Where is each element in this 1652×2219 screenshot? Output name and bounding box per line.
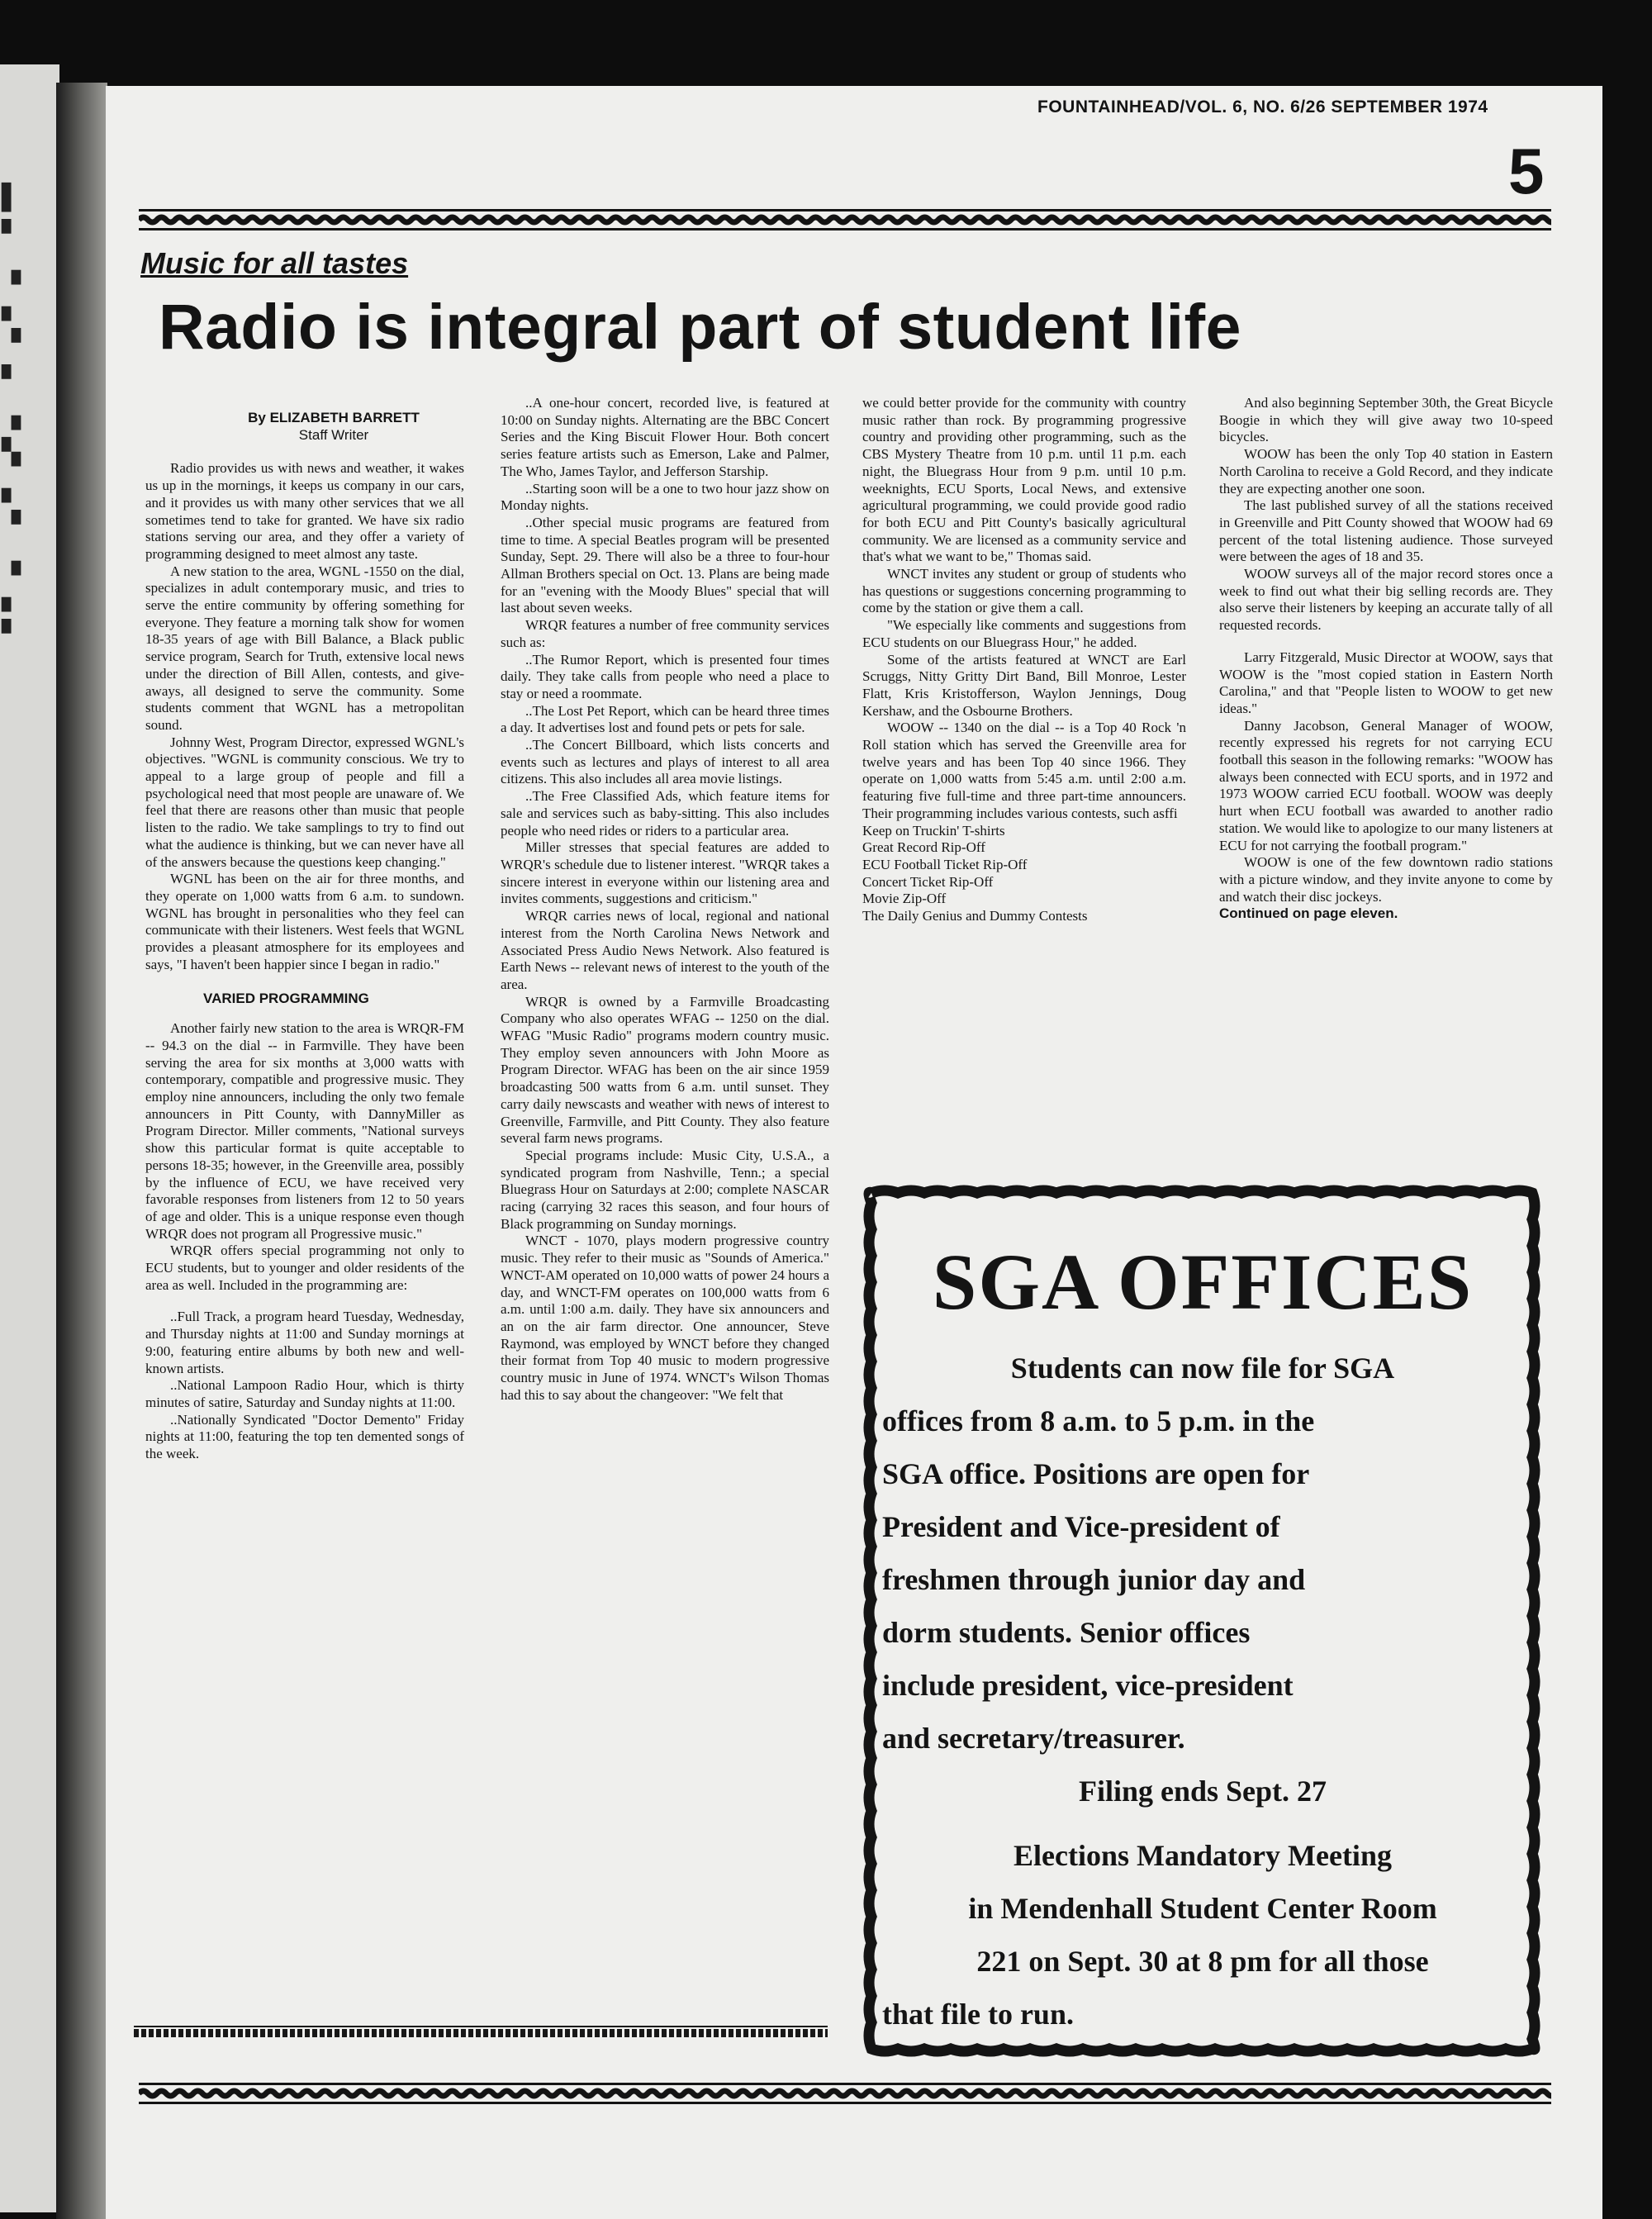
- paragraph: WOOW has been the only Top 40 station in Eastern North Carolina to receive a Gold Record, and they indicate they are expecting another one soon.: [1219, 446, 1553, 497]
- paragraph: ..Other special music programs are featured from time to time. A special Beatles program will be presented Sunday, Sept. 29. There will also be a three to four-hour Allman Brothers special on Oct. 13. Plans are being made for an "evening with the Moody Blues" special that will last about seven weeks.: [501, 514, 829, 616]
- paragraph: Another fairly new station to the area is WRQR-FM -- 94.3 on the dial -- in Farmville. They have been serving the area for six months at 3,000 watts with contemporary, compatible and progressive music. They employ nine announcers, including the only two female announcers in Pitt County, with DannyMiller as Program Director. Miller comments, "National surveys show this particular format is quite acceptable to persons 18-35; however, in the Greenville area, possibly by the influence of ECU, we have received very favorable responses from listeners from 12 to 50 years of age and older. This is a unique response even though WRQR does not program all Progressive music.": [145, 1020, 464, 1242]
- binding-gutter: [56, 83, 107, 2219]
- ad-line: and secretary/treasurer.: [882, 1722, 1185, 1755]
- paragraph: ..The Concert Billboard, which lists concerts and events such as lectures and plays of interest to all area citizens. This also includes all area movie listings.: [501, 737, 829, 787]
- ad-line: in Mendenhall Student Center Room: [968, 1892, 1437, 1925]
- paragraph: WNCT - 1070, plays modern progressive country music. They refer to their music as "Sounds of America." WNCT-AM operated on 10,000 watts of power 24 hours a day, and WNCT-FM operates on 100,000 watts from 6 a.m. until 1:00 a.m. daily. They have six announcers and an on the air farm director. One announcer, Steve Raymond, was employed by WNCT before they changed their format from Top 40 music to modern progressive country music in June of 1974. WNCT's Wilson Thomas had this to say about the changeover: "We felt that: [501, 1233, 829, 1403]
- headline: Radio is integral part of student life: [159, 292, 1242, 363]
- paragraph: Special programs include: Music City, U.S.A., a syndicated program from Nashville, Tenn.; a special Bluegrass Hour on Saturdays at 2:00; complete NASCAR racing (carrying 32 races this season, and four hours of Black programming on Sunday mornings.: [501, 1147, 829, 1232]
- article-column-3: [862, 395, 1186, 925]
- byline: By ELIZABETH BARRETT: [248, 410, 420, 425]
- running-head: FOUNTAINHEAD/VOL. 6, NO. 6/26 SEPTEMBER 1974: [1037, 97, 1488, 116]
- list-item: Great Record Rip-Off: [862, 839, 985, 856]
- ad-line: Students can now file for SGA: [1010, 1352, 1395, 1385]
- ad-line: freshmen through junior day and: [882, 1563, 1306, 1596]
- paragraph: And also beginning September 30th, the Great Bicycle Boogie in which they will give away two 10-speed bicycles.: [1219, 395, 1553, 445]
- list-item: Movie Zip-Off: [862, 891, 947, 907]
- paragraph: "We especially like comments and suggestions from ECU students on our Bluegrass Hour," he added.: [862, 617, 1186, 650]
- article-column-2: [501, 395, 829, 1404]
- paragraph: Miller stresses that special features are added to WRQR's schedule due to listener interest. "WRQR takes a sincere interest in everyone within our listening area and invites comments, suggestions and criticism.": [501, 839, 829, 907]
- paragraph: WOOW surveys all of the major record stores once a week to find out what their big selling records are. They also serve their listeners by keeping an accurate tally of all requested records.: [1219, 566, 1553, 634]
- paragraph: ..The Free Classified Ads, which feature items for sale and services such as baby-sitting. This also includes people who need rides or riders to a particular area.: [501, 788, 829, 839]
- byline-role: Staff Writer: [298, 426, 369, 443]
- facing-page-edge: [0, 64, 59, 2212]
- paragraph: WNCT invites any student or group of students who has questions or suggestions concerning programming to come by the station or give them a call.: [862, 566, 1186, 616]
- paragraph: Radio provides us with news and weather, it wakes us up in the mornings, it keeps us company in our cars, and it provides us with many other services that we all sometimes tend to take for granted. We have six radio stations serving our area, and they offer a variety of programming designed to meet almost any taste.: [145, 460, 464, 562]
- paragraph: ..The Lost Pet Report, which can be heard three times a day. It advertises lost and found pets or pets for sale.: [501, 702, 829, 736]
- column-separator-rule: [134, 2029, 828, 2037]
- paragraph: WOOW -- 1340 on the dial -- is a Top 40 Rock 'n Roll station which has served the Greenville area for twelve years and has been Top 40 since 1966. They operate on 1,000 watts from 5:45 a.m. until 2:00 a.m. featuring five full-time and three part-time announcers. Their programming includes various contests, such asffi: [862, 720, 1186, 821]
- paragraph: Larry Fitzgerald, Music Director at WOOW, says that WOOW is the "most copied station in Eastern North Carolina," and that "People listen to WOOW to get new ideas.": [1219, 649, 1553, 716]
- paragraph: The last published survey of all the stations received in Greenville and Pitt County showed that WOOW had 69 percent of the total listening audience. Those surveyed were between the ages of 18 and 35.: [1219, 497, 1553, 565]
- paragraph: WRQR is owned by a Farmville Broadcasting Company who also operates WFAG -- 1250 on the dial. WFAG "Music Radio" programs modern country music. They employ seven announcers with John Moore as Program Director. WFAG has been on the air since 1959 broadcasting 500 watts from 6 a.m. until sunset. They carry daily newscasts and weather with news of interest to Greenville, Farmville, and Pitt County. They also feature several farm news programs.: [501, 993, 829, 1147]
- page-number: 5: [1508, 135, 1545, 207]
- article-column-4: [1219, 395, 1553, 923]
- ad-line: dorm students. Senior offices: [882, 1616, 1251, 1649]
- section-kicker: Music for all tastes: [140, 246, 409, 280]
- subhead: VARIED PROGRAMMING: [203, 990, 369, 1006]
- ad-line: SGA office. Positions are open for: [882, 1457, 1310, 1490]
- ad-line: President and Vice-president of: [882, 1510, 1280, 1543]
- paragraph: WRQR offers special programming not only to ECU students, but to younger and older residents of the area as well. Included in the programming are:: [145, 1243, 464, 1293]
- list-item: ECU Football Ticket Rip-Off: [862, 856, 1028, 872]
- top-wave-rule: [139, 208, 1551, 231]
- ad-line: include president, vice-president: [882, 1669, 1294, 1702]
- paragraph: ..A one-hour concert, recorded live, is featured at 10:00 on Sunday nights. Alternating are the BBC Concert Series and the King Biscuit Flower Hour. Both concert series feature artists such as Emerson, Lake and Palmer, The Who, James Taylor, and Jefferson Starship.: [501, 395, 829, 479]
- paragraph: ..National Lampoon Radio Hour, which is thirty minutes of satire, Saturday and Sunday nights at 11:00.: [145, 1377, 464, 1410]
- bottom-wave-rule: [139, 2082, 1551, 2105]
- ad-line: Elections Mandatory Meeting: [1014, 1839, 1392, 1872]
- ad-line: that file to run.: [882, 1998, 1074, 2031]
- paragraph: WRQR features a number of free community services such as:: [501, 617, 829, 650]
- paragraph: ..The Rumor Report, which is presented four times daily. They take calls from people who need a place to stay or need a roommate.: [501, 651, 829, 701]
- paragraph: ..Nationally Syndicated "Doctor Demento" Friday nights at 11:00, featuring the top ten demented songs of the week.: [145, 1411, 464, 1462]
- ad-line: 221 on Sept. 30 at 8 pm for all those: [976, 1945, 1429, 1978]
- paragraph: Johnny West, Program Director, expressed WGNL's objectives. "WGNL is community conscious. We try to appeal to a large group of people and fill a psychological need that most people are unaware of. We feel that there are reasons other than music that people listen to the radio. We take samplings to try to find out what the audience is thinking, but we can never have all of the answers because the questions keep changing.": [145, 734, 464, 870]
- continued-note: Continued on page eleven.: [1219, 905, 1398, 922]
- facing-page-text-fragments: ▌▘▗▖▝▘▗▚▖▝▗▖▘: [2, 183, 21, 649]
- ad-line: offices from 8 a.m. to 5 p.m. in the: [882, 1404, 1315, 1437]
- sga-offices-ad: [882, 1201, 1523, 2041]
- paragraph: Some of the artists featured at WNCT are Earl Scruggs, Nitty Gritty Dirt Band, Bill Monroe, Lester Flatt, Kris Kristofferson, Waylon Jennings, Doug Kershaw, and the Osbourne Brothers.: [862, 651, 1186, 719]
- ad-line: Filing ends Sept. 27: [1078, 1775, 1327, 1808]
- list-item: The Daily Genius and Dummy Contests: [862, 908, 1088, 924]
- paragraph: ..Full Track, a program heard Tuesday, Wednesday, and Thursday nights at 11:00 and Sunday mornings at 9:00, featuring entire albums by both new and well-known artists.: [145, 1309, 464, 1376]
- paragraph: WRQR carries news of local, regional and national interest from the North Carolina News Network and Associated Press Audio News Network. Also featured is Earth News -- relevant news of interest to the youth of the area.: [501, 908, 829, 992]
- paragraph: we could better provide for the community with country music rather than rock. By programming progressive country and providing other programming, such as the CBS Mystery Theatre from 10 p.m. until 11 p.m. each night, the Bluegrass Hour from 9 p.m. until 10 p.m. weeknights, ECU Sports, Local News, and extensive agricultural programming, we could provide good radio for both ECU and Pitt County's basically agricultural community. We are licensed as a community service and that's what we want to be," Thomas said.: [862, 395, 1186, 565]
- paragraph: WGNL has been on the air for three months, and they operate on 1,000 watts from 6 a.m. to sundown. WGNL has brought in personalities who they feel can communicate with their listeners. West feels that WGNL provides a pleasant atmosphere for its employees and says, "I haven't been happier since I began in radio.": [145, 871, 464, 972]
- list-item: Concert Ticket Rip-Off: [862, 873, 994, 890]
- list-item: Keep on Truckin' T-shirts: [862, 822, 1005, 839]
- paragraph: A new station to the area, WGNL -1550 on the dial, specializes in adult contemporary music, and tries to serve the entire community by offering something for everyone. They feature a morning talk show for women 18-35 years of age with Bill Balance, a Black public service program, Search for Truth, extensive local news under the direction of Bill Allen, contests, and give-aways, all designed to serve the community. Some students comment that WGNL has a metropolitan sound.: [145, 563, 464, 733]
- paragraph: Danny Jacobson, General Manager of WOOW, recently expressed his regrets for not carrying ECU football this season in the following remarks: "WOOW has always been connected with ECU sports, and in 1972 and 1973 WOOW carried ECU football. WOOW was deeply hurt when ECU football was awarded to another radio station. We would like to apologize to our many listeners at ECU for not carrying the football program.": [1219, 717, 1553, 853]
- paragraph: ..Starting soon will be a one to two hour jazz show on Monday nights.: [501, 480, 829, 514]
- article-column-1: [145, 410, 464, 1463]
- ad-title: SGA OFFICES: [932, 1238, 1474, 1326]
- paragraph: WOOW is one of the few downtown radio stations with a picture window, and they invite anyone to come by and watch their disc jockeys.: [1219, 854, 1553, 905]
